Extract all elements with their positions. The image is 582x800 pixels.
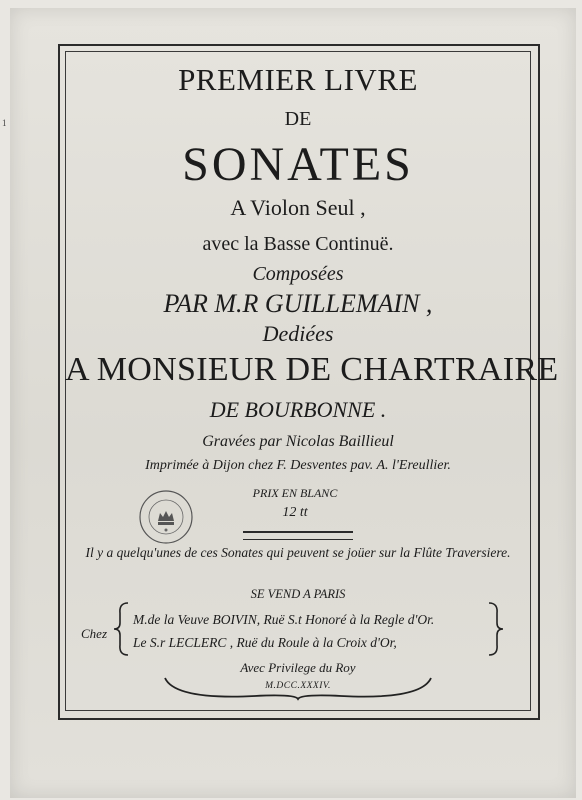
sold-at-paris: SE VEND A PARIS bbox=[250, 587, 346, 601]
price-label: PRIX EN BLANC bbox=[252, 486, 338, 500]
privilege-line: Avec Privilege du Roy bbox=[240, 660, 356, 675]
left-brace-icon bbox=[112, 601, 132, 657]
divider-rule bbox=[243, 531, 353, 540]
flourish-ornament-icon bbox=[155, 666, 441, 702]
dedicated-label: Dediées bbox=[262, 321, 334, 346]
price-value: 12 tt bbox=[282, 505, 308, 520]
page-content bbox=[65, 51, 559, 711]
address-leclerc: Le S.r LECLERC , Ruë du Roule à la Croix d'Or, bbox=[133, 635, 397, 650]
page-edge-mark: 1 bbox=[2, 118, 7, 128]
title-line-premier-livre: PREMIER LIVRE bbox=[178, 62, 418, 97]
right-brace-icon bbox=[485, 601, 505, 657]
dedicatee-name-cont: DE BOURBONNE . bbox=[209, 397, 387, 422]
composer-name: PAR M.R GUILLEMAIN , bbox=[163, 289, 433, 318]
library-stamp-icon bbox=[137, 488, 195, 546]
subtitle-violon-seul: A Violon Seul , bbox=[230, 195, 366, 220]
engraver-line: Gravées par Nicolas Baillieul bbox=[202, 433, 394, 450]
chez-label: Chez bbox=[81, 626, 107, 641]
dedicatee-name: A MONSIEUR DE CHARTRAIRE bbox=[65, 351, 559, 388]
address-boivin: M.de la Veuve BOIVIN, Ruë S.t Honoré à la Regle d'Or. bbox=[133, 612, 435, 627]
flute-note: Il y a quelqu'unes de ces Sonates qui peuvent se joüer sur la Flûte Traversiere. bbox=[85, 545, 511, 560]
subtitle-basse-continue: avec la Basse Continuë. bbox=[202, 233, 394, 255]
title-line-de: DE bbox=[284, 108, 312, 130]
printer-line: Imprimée à Dijon chez F. Desventes pav. A. l'Ereullier. bbox=[145, 458, 451, 473]
title-page bbox=[10, 8, 576, 798]
publication-date: M.DCC.XXXIV. bbox=[265, 681, 331, 691]
composed-label: Composées bbox=[252, 263, 344, 285]
title-line-sonates: SONATES bbox=[182, 138, 414, 191]
